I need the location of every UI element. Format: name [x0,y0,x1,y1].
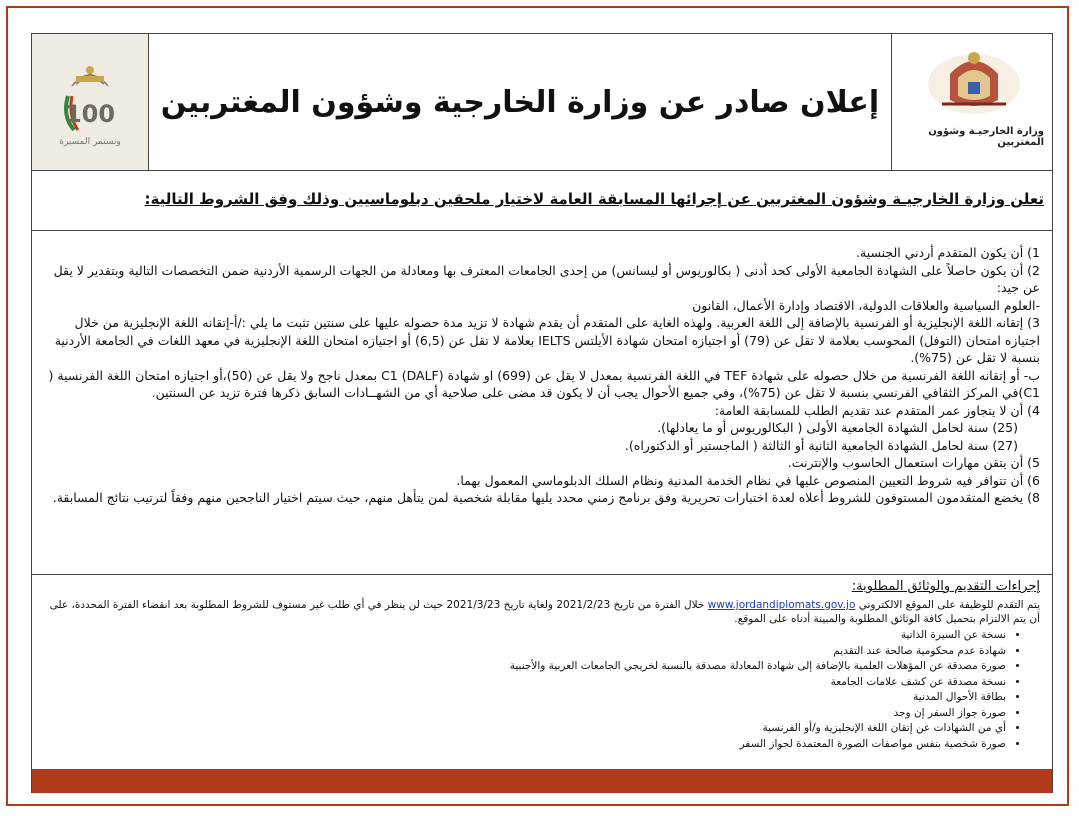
centenary-logo [32,34,149,170]
document-item: • شهادة عدم محكومية صالحة عند التقديم [40,644,1006,660]
header [32,34,1052,171]
section-divider [32,574,1052,575]
condition-item: 8) يخضع المتقدمون المستوفون للشروط أعلاه لعدة اختبارات تحريرية وفق برنامج زمني محدد يليها مقابلة شخصية لمن يتأهل منهم، حيث سيتم اختيار الناجحين منهم وفقاً لترتيب نتائج المسابقة. [52,490,1040,505]
document-item: • نسخة مصدقة عن كشف علامات الجامعة [40,675,1006,691]
intro-section [32,170,1052,231]
procedures-title: إجراءات التقديم والوثائق المطلوبة: [851,579,1040,594]
condition-item: 3) إتقانه اللغة الإنجليزية أو الفرنسية بالإضافة إلى اللغة العربية. ولهذه الغاية على المتقدم أن يقدم شهادة لا تزيد مدة حصوله عليها على سنتين تثبت ما يلي :/أ-إتقانه اللغة الإنجليزية من خلال اجتيازه امتحان (التوفل) المحوسب بعلامة لا تقل عن (79) أو اجتيازه امتحان شهادة الأيلتس IELTS بعلامة لا تقل عن (6,5) أو اجتيازه امتحان اللغة الإنجليزية في معهد اللغات في الجامعة الأردنية بنسبة لا تقل عن (75%). [54,315,1040,365]
ministry-emblem [891,34,1052,170]
svg-text:100: 100 [64,100,116,128]
website-link[interactable]: www.jordandiplomats.gov.jo [707,599,856,611]
intro-text: تعلن وزارة الخارجيـة وشؤون المغتربين عن إجرائها المسابقة العامة لاختيار ملحقين دبلوماسيين وذلك وفق الشروط التالية: [144,190,1044,208]
document-item: • نسخة عن السيرة الذاتية [40,628,1006,644]
procedures-text [40,598,1040,626]
procedures-section [40,580,1040,752]
documents-list [40,628,1040,752]
document-item: • أي من الشهادات عن إتقان اللغة الإنجليزية و/أو الفرنسية [40,721,1006,737]
centenary-logo-icon [32,34,148,170]
procedures-text-before: يتم التقدم للوظيفة على الموقع الالكتروني [858,599,1040,611]
centenary-logo-text: ونستمر المسيرة [59,137,121,147]
page-title: إعلان صادر عن وزارة الخارجية وشؤون المغتربين [160,84,880,120]
condition-item: 2) أن يكون حاصلاً على الشهادة الجامعية الأولى كحد أدنى ( بكالوريوس أو ليسانس) من إحدى الجامعات المعترف بها ومعادلة من الجهات الرسمية الأردنية ضمن التخصصات التالية وبتقدير لا يقل عن جيد: [53,262,1040,295]
condition-item: 4) أن لا يتجاوز عمر المتقدم عند تقديم الطلب للمسابقة العامة: [714,402,1040,418]
coat-of-arms-icon [892,34,1052,170]
document-item: • صورة مصدقة عن المؤهلات العلمية بالإضافة إلى شهادة المعادلة مصدقة بالنسبة لخريجي الجامعات العربية والأجنبية [40,659,1006,675]
condition-item: 5) أن يتقن مهارات استعمال الحاسوب والإنترنت. [787,455,1040,470]
condition-item: -العلوم السياسية والعلاقات الدولية، الاقتصاد وإدارة الأعمال، القانون [692,297,1040,313]
procedures-text-after: خلال الفترة من تاريخ 2021/2/23 ولغاية تاريخ 2021/3/23 حيث لن ينظر في أي طلب غير مستوف للشروط المطلوبة بعد انقضاء الفترة المحددة، على أن يتم الالتزام بتحميل كافة الوثائق المطلوبة والمبينة أدناه على الموقع. [49,599,1040,625]
announcement-document [31,33,1053,793]
condition-sub-item: (25) سنة لحامل الشهادة الجامعية الأولى ( البكالوريوس أو ما يعادلها). [657,420,1018,435]
condition-item: 6) أن تتوافر فيه شروط التعيين المنصوص عليها في نظام الخدمة المدنية ونظام السلك الدبلوماسي المعمول بهما. [456,472,1040,488]
condition-item: ب- أو إتقانه اللغة الفرنسية من خلال حصوله على شهادة TEF في اللغة الفرنسية بمعدل لا يقل عن (699) او شهادة (DALF) C1 بمعدل ناجح ولا يقل عن (50)،أو اجتيازه امتحان اللغة الفرنسية ( C1)في المركز الثقافي الفرنسي بنسبة لا تقل عن (75%)، وفي جميع الأحوال يجب أن لا يكون قد مضى على صلاحية أي من الشهــادات السابق ذكرها فترة تزيد عن السنتين. [48,367,1040,400]
document-item: • صورة جواز السفر إن وجد [40,706,1006,722]
document-item: • صورة شخصية بنفس مواصفات الصورة المعتمدة لجواز السفر [40,737,1006,753]
ministry-caption: وزارة الخارجيـة وشؤون المغتربين [928,126,1044,148]
condition-sub-item: (27) سنة لحامل الشهادة الجامعية الثانية أو الثالثة ( الماجستير أو الدكتوراه). [624,437,1018,453]
footer-bar [32,769,1052,793]
conditions-list [40,244,1040,507]
document-item: • بطاقة الأحوال المدنية [40,690,1006,706]
condition-item: 1) أن يكون المتقدم أردني الجنسية. [856,245,1040,260]
